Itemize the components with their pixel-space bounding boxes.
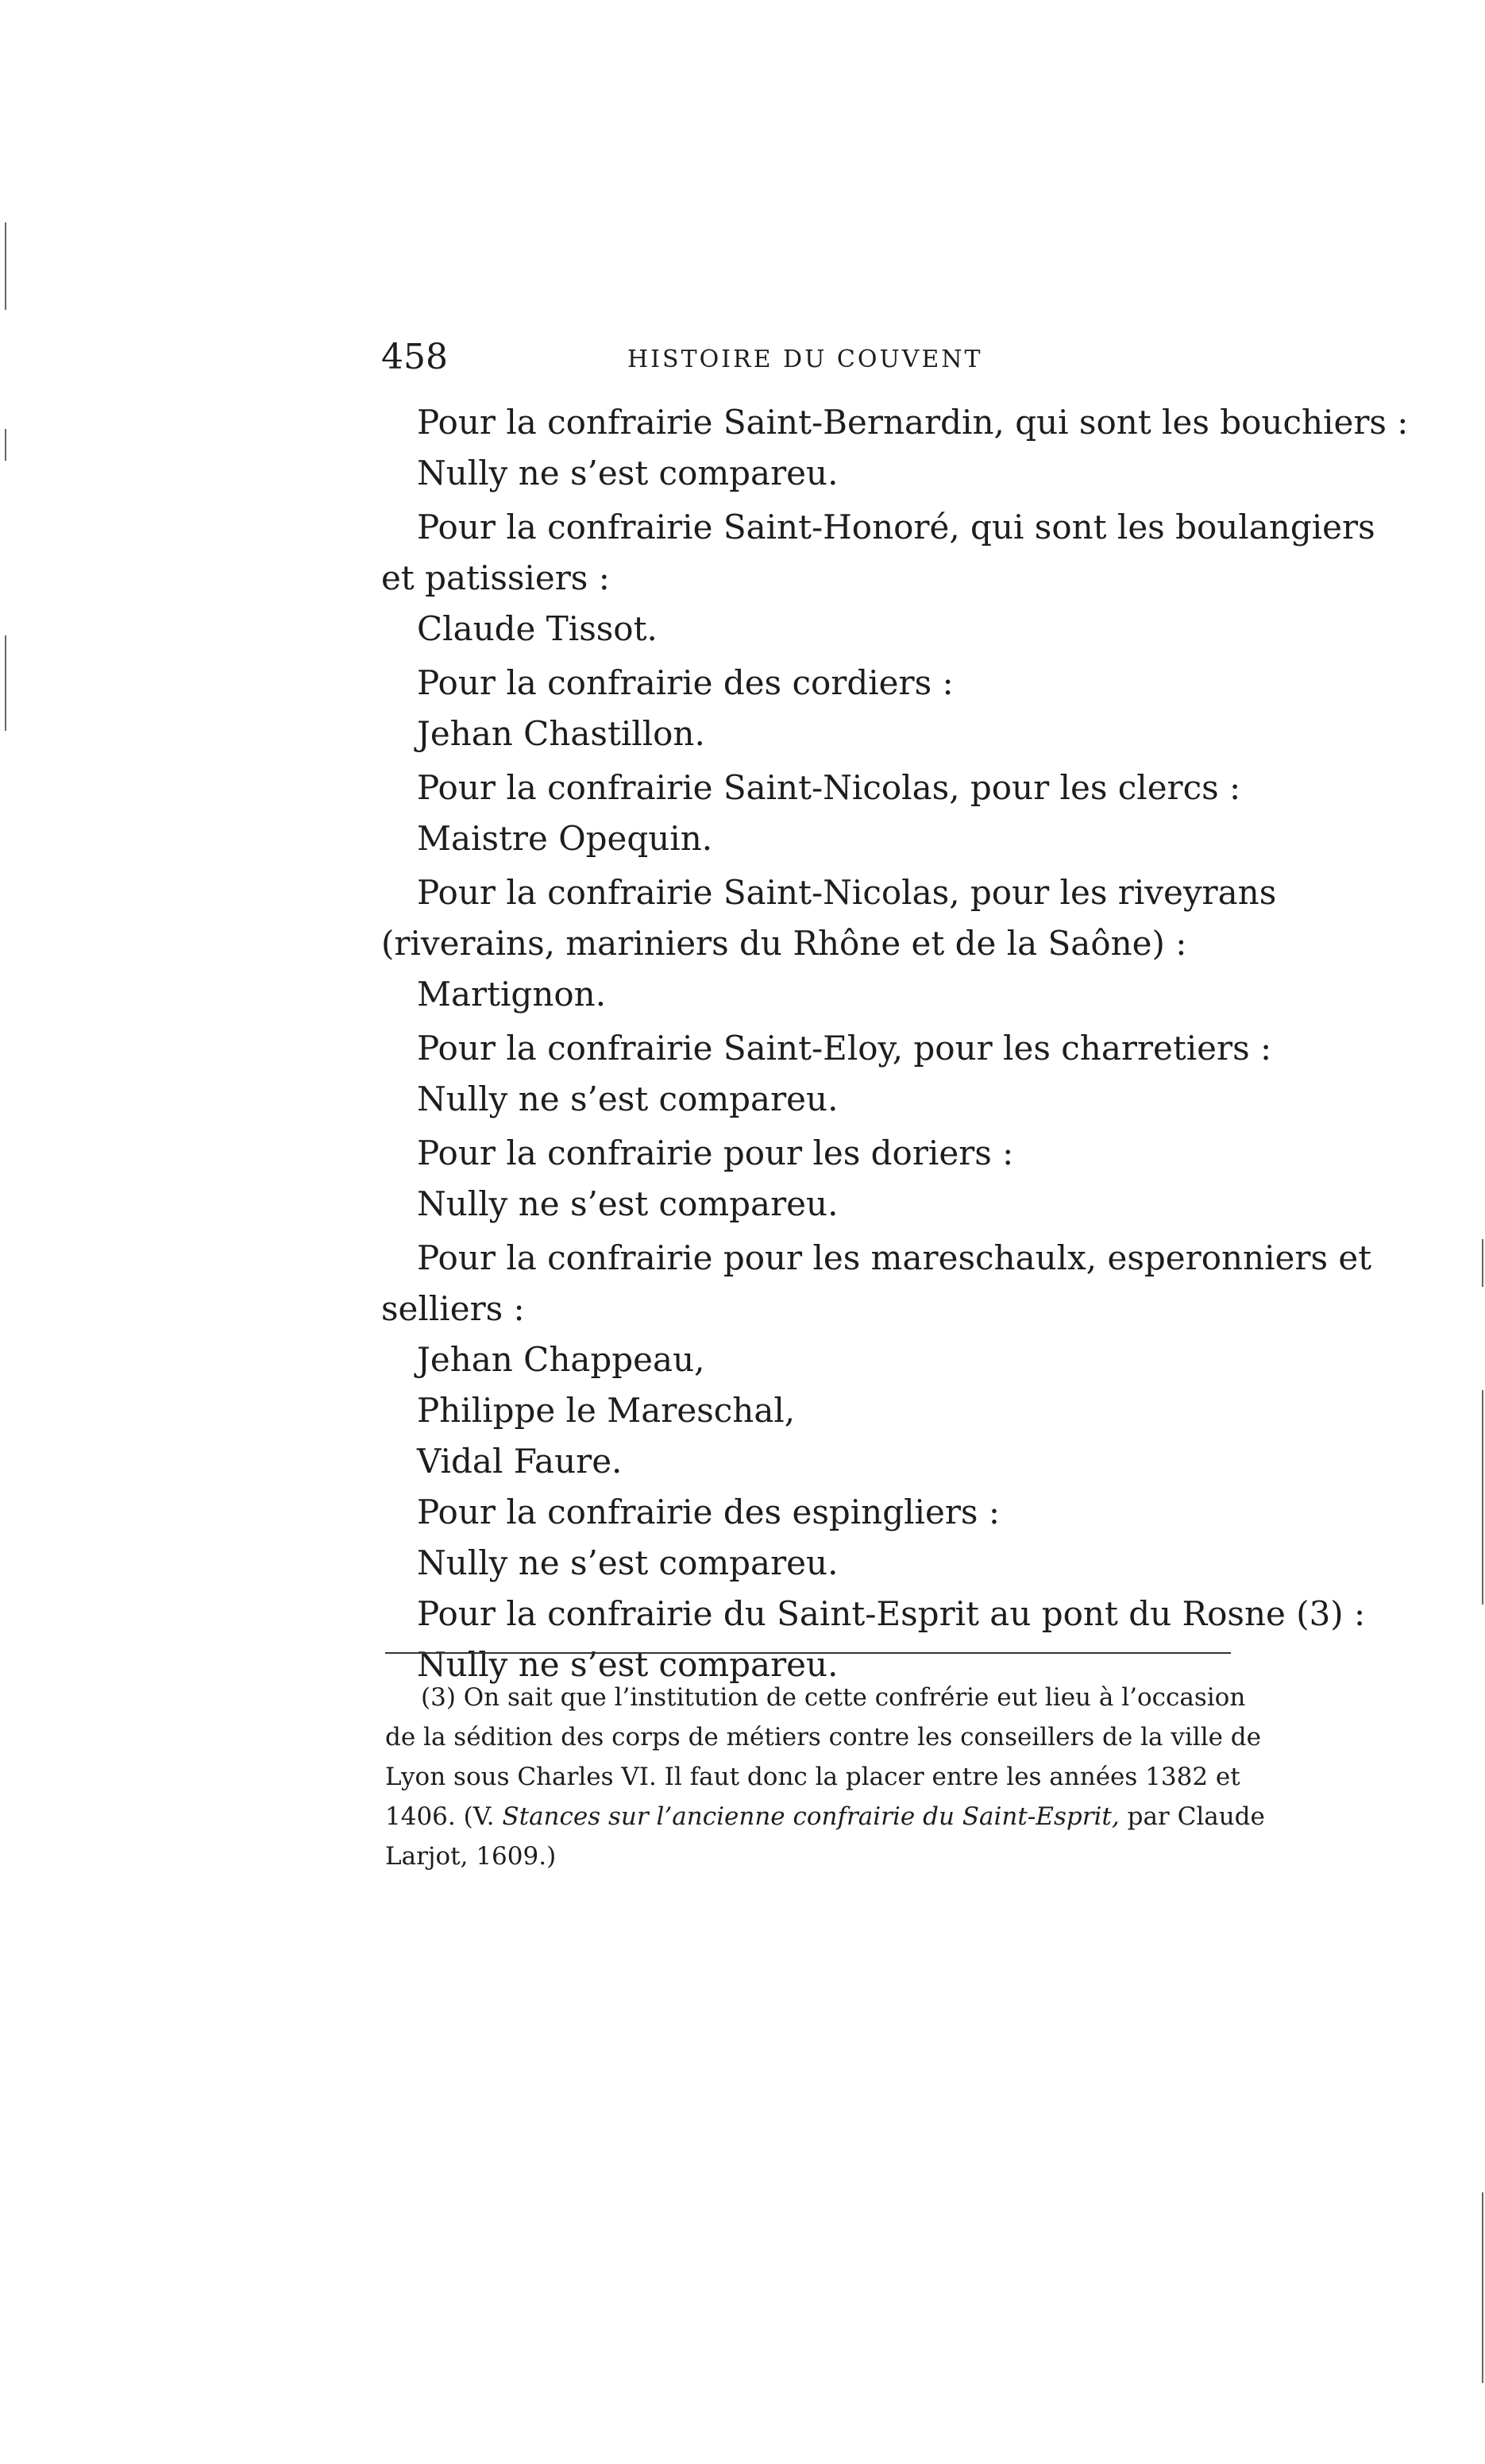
- scan-edge-mark: [5, 635, 6, 731]
- scan-edge-mark: [5, 222, 6, 310]
- page-number: 458: [381, 337, 448, 377]
- main-text: [381, 397, 1409, 1690]
- footnote-line: Larjot, 1609.): [385, 1842, 557, 1871]
- page-header: [381, 334, 1231, 381]
- text-line: Jehan Chappeau,: [417, 1340, 705, 1379]
- text-line: Nully ne s’est compareu.: [417, 454, 839, 492]
- text-line: Pour la confrairie pour les doriers :: [417, 1134, 1014, 1172]
- running-head: HISTOIRE DU COUVENT: [627, 346, 983, 373]
- text-line: Jehan Chastillon.: [417, 714, 705, 753]
- text-line: Maistre Opequin.: [417, 819, 713, 858]
- text-line: Nully ne s’est compareu.: [417, 1543, 839, 1582]
- footnote: [385, 1678, 1265, 1876]
- footnote-text: 1406. (V.: [385, 1802, 503, 1831]
- text-line: Pour la confrairie des espingliers :: [417, 1493, 1000, 1531]
- footnote-line: [385, 1797, 1265, 1836]
- footnote-line: de la sédition des corps de métiers contre les conseillers de la ville de: [385, 1723, 1261, 1751]
- text-line: Nully ne s’est compareu.: [417, 1645, 839, 1684]
- text-line: Pour la confrairie Saint-Honoré, qui sont les boulangiers: [417, 508, 1375, 546]
- text-line: Martignon.: [417, 975, 607, 1014]
- text-line: Pour la confrairie Saint-Nicolas, pour les riveyrans: [417, 873, 1277, 912]
- text-line: selliers :: [381, 1289, 525, 1328]
- text-line: Pour la confrairie du Saint-Esprit au pont du Rosne (3) :: [417, 1594, 1366, 1633]
- text-line: Nully ne s’est compareu.: [417, 1079, 839, 1118]
- text-line: Vidal Faure.: [417, 1442, 623, 1481]
- scan-edge-mark: [1482, 1239, 1483, 1287]
- text-line: et patissiers :: [381, 558, 610, 597]
- text-line: Pour la confrairie Saint-Eloy, pour les charretiers :: [417, 1029, 1272, 1068]
- text-line: Pour la confrairie Saint-Nicolas, pour les clercs :: [417, 768, 1241, 807]
- text-line: (riverains, mariniers du Rhône et de la Saône) :: [381, 924, 1187, 963]
- text-line: Philippe le Mareschal,: [417, 1391, 796, 1430]
- scan-edge-mark: [1482, 2192, 1483, 2383]
- footnote-text: par Claude: [1119, 1802, 1265, 1831]
- scan-edge-mark: [1482, 1390, 1483, 1605]
- scan-edge-mark: [5, 429, 6, 461]
- footnote-italic-title: Stances sur l’ancienne confrairie du Saint-Esprit,: [502, 1802, 1120, 1831]
- text-line: Pour la confrairie pour les mareschaulx, esperonniers et: [417, 1238, 1372, 1277]
- footnote-line: Lyon sous Charles VI. Il faut donc la placer entre les années 1382 et: [385, 1763, 1240, 1791]
- text-line: Pour la confrairie Saint-Bernardin, qui sont les bouchiers :: [417, 403, 1409, 442]
- text-line: Claude Tissot.: [417, 609, 658, 648]
- text-line: Pour la confrairie des cordiers :: [417, 663, 954, 702]
- text-line: Nully ne s’est compareu.: [417, 1184, 839, 1223]
- footnote-line: (3) On sait que l’institution de cette confrérie eut lieu à l’occasion: [421, 1683, 1246, 1712]
- footnote-divider: [385, 1652, 1231, 1654]
